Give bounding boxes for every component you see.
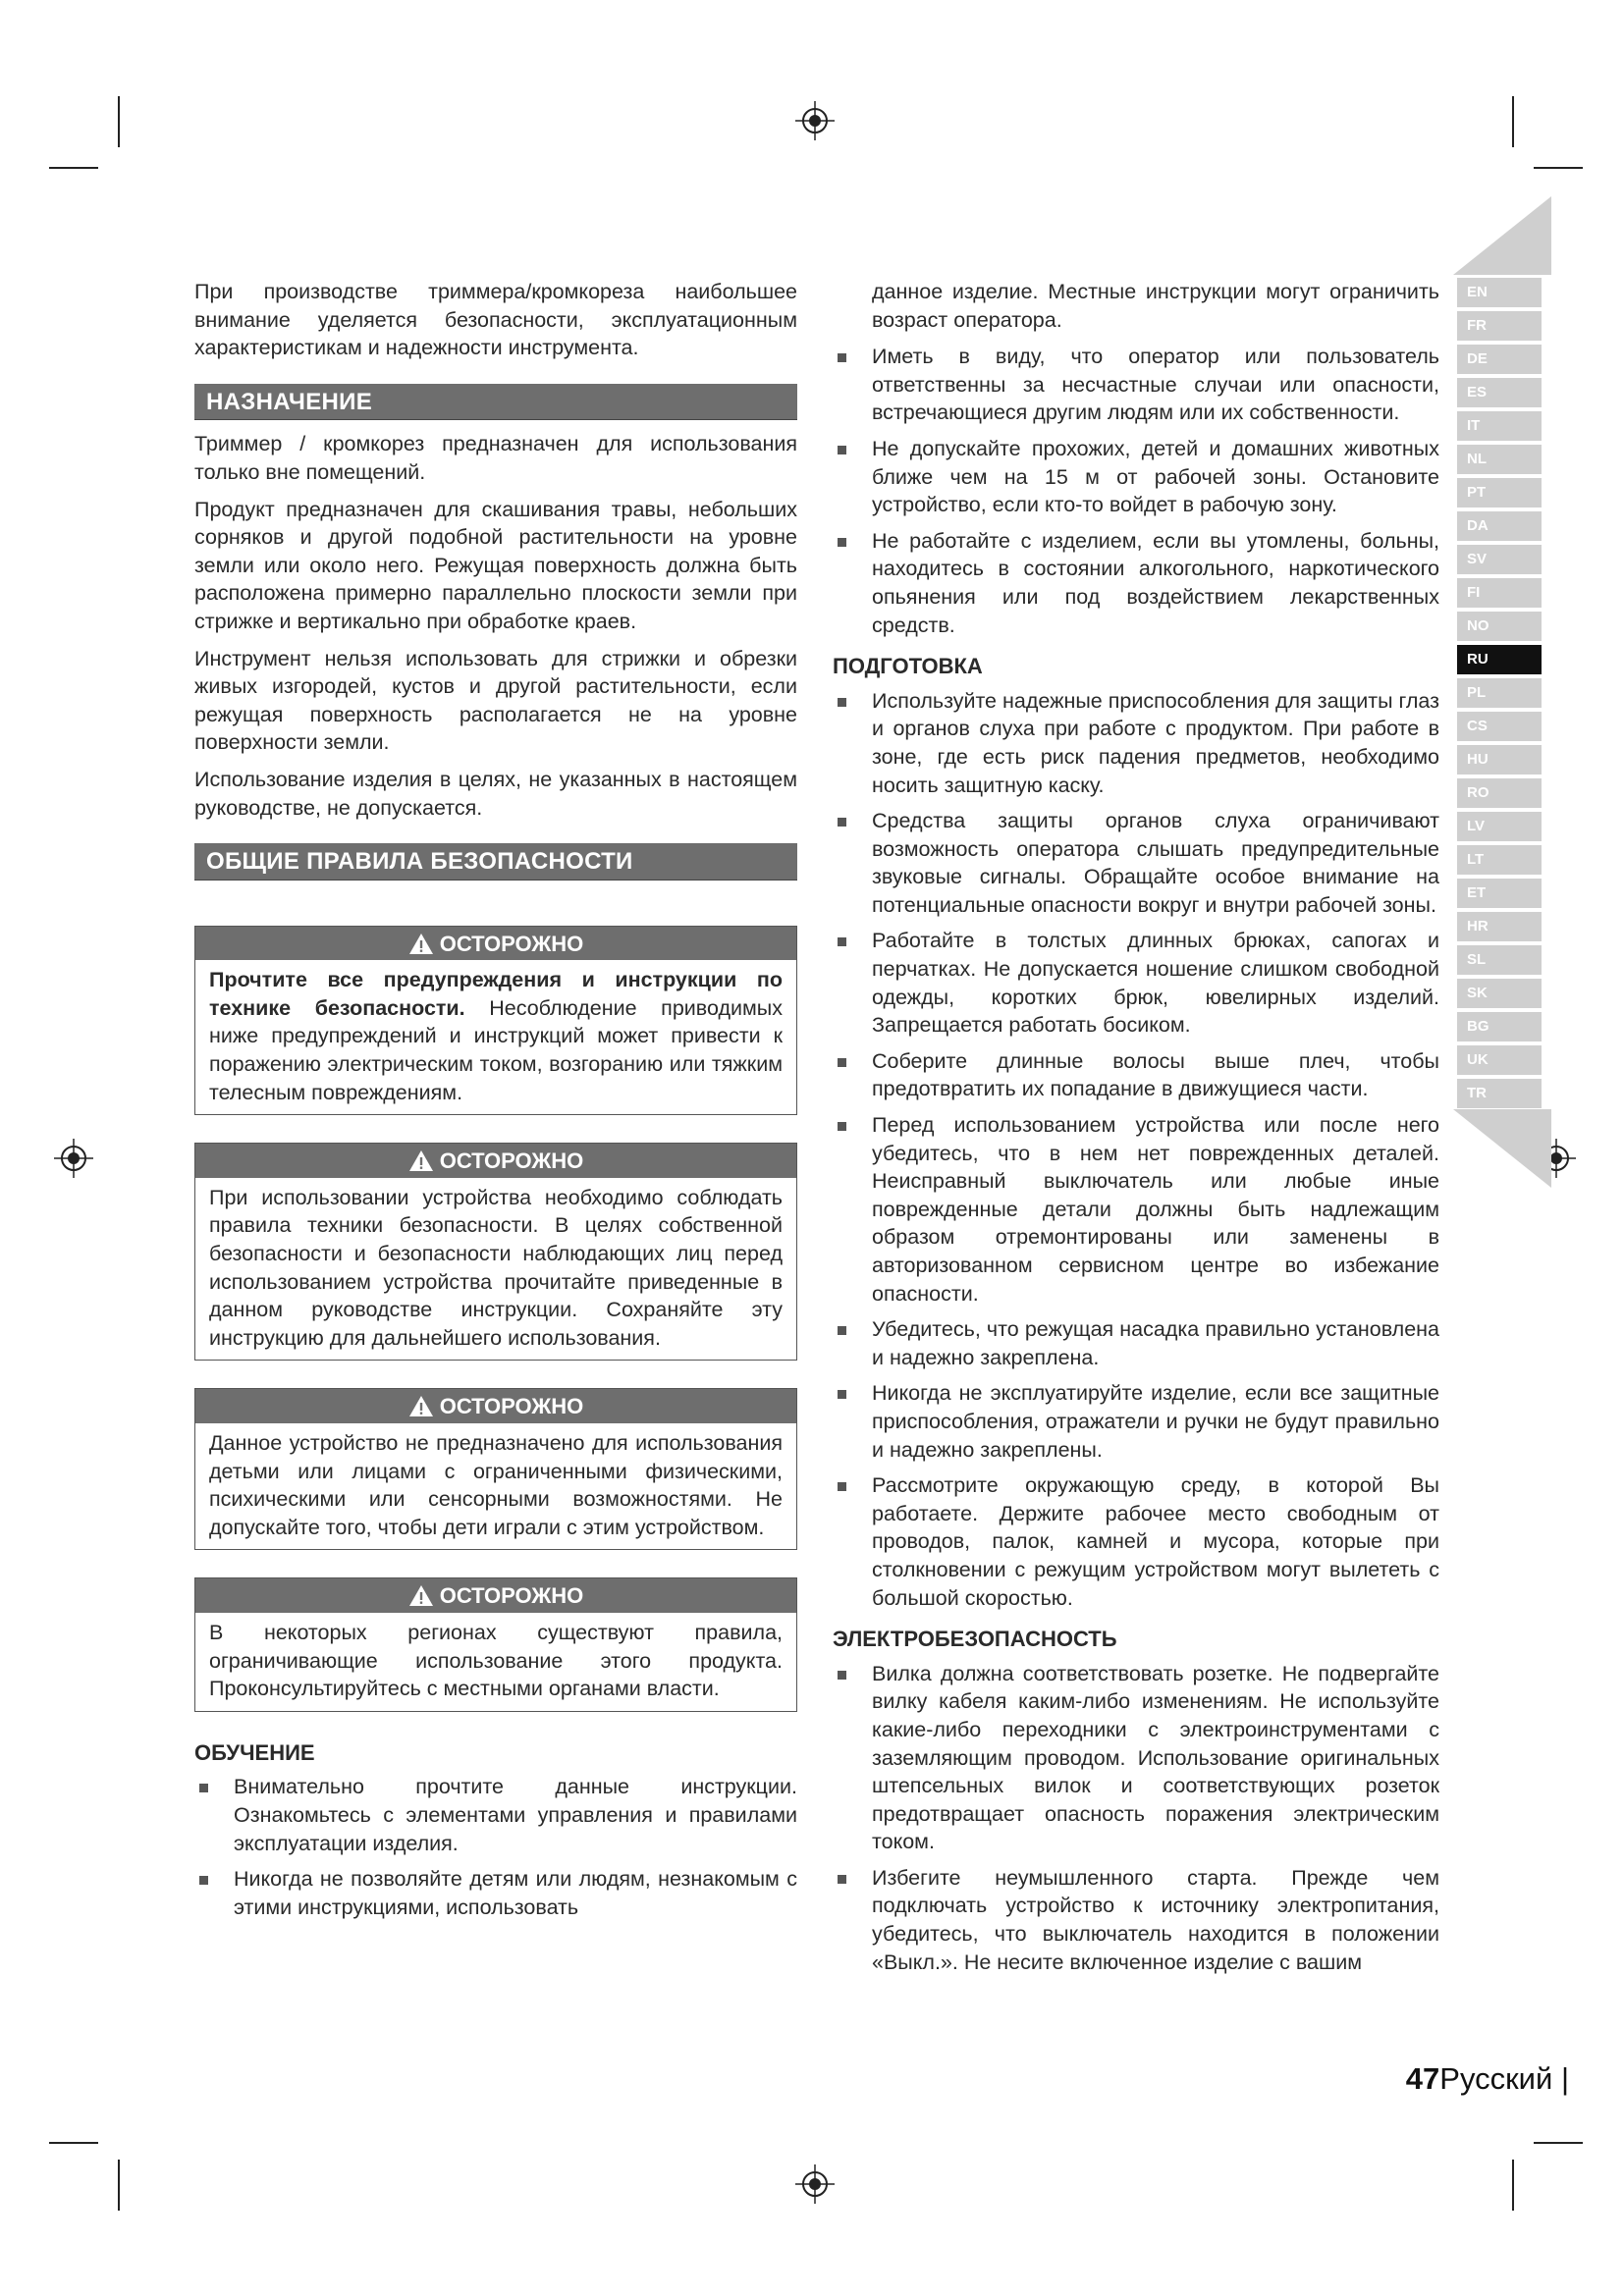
intro-paragraph: При производстве триммера/кромкореза наибольшее внимание уделяется безопасности, эксплуатационным характеристикам и надежности инструмента. <box>194 280 797 360</box>
lang-tab-lt[interactable]: LT <box>1457 845 1542 875</box>
training-list <box>194 1773 797 1921</box>
lang-tab-it[interactable]: IT <box>1457 411 1542 441</box>
lang-tab-sl[interactable]: SL <box>1457 945 1542 975</box>
lang-tab-sv[interactable]: SV <box>1457 545 1542 574</box>
list-item: Средства защиты органов слуха ограничивают возможность оператора слышать предупредительные звуковые сигналы. Обращайте особое внимание на потенциальные опасности вокруг и внутри рабочей зоны. <box>833 807 1439 919</box>
subheading-preparation: ПОДГОТОВКА <box>833 654 983 679</box>
crop-mark <box>49 2142 98 2144</box>
crop-mark <box>118 2160 120 2211</box>
lang-tab-et[interactable]: ET <box>1457 879 1542 908</box>
warning-label: ОСТОРОЖНО <box>439 1394 584 1419</box>
crop-mark <box>1534 167 1583 169</box>
lang-tab-uk[interactable]: UK <box>1457 1045 1542 1075</box>
warning-header <box>195 1578 796 1613</box>
list-item: Вилка должна соответствовать розетке. Не подвергайте вилку кабеля каким-либо изменениям. Не используйте какие-либо переходники с электроинструментами с заземляющим проводом. Использование оригинальных штепсельных вилок и соответствующих розеток предотвращает опасность поражения электрическим током. <box>833 1660 1439 1856</box>
corner-triangle-decoration <box>1453 196 1551 275</box>
subheading-electrical-safety: ЭЛЕКТРОБЕЗОПАСНОСТЬ <box>833 1627 1117 1652</box>
list-item: Иметь в виду, что оператор или пользователь ответственны за несчастные случаи или опасности, встречающиеся другим людям или их собственности. <box>833 343 1439 427</box>
list-item: Работайте в толстых длинных брюках, сапогах и перчатках. Не допускается ношение слишком свободной одежды, коротких брюк, ювелирных изделий. Запрещается работать босиком. <box>833 927 1439 1039</box>
warning-header <box>195 1389 796 1423</box>
purpose-paragraph: Триммер / кромкорез предназначен для использования только вне помещений. <box>194 432 797 484</box>
right-column <box>833 278 1439 1984</box>
list-item: Соберите длинные волосы выше плеч, чтобы предотвратить их попадание в движущиеся части. <box>833 1047 1439 1103</box>
left-column <box>194 278 797 1929</box>
warning-box <box>194 1143 797 1361</box>
page-number: 47 <box>1405 2061 1440 2096</box>
lang-tab-fi[interactable]: FI <box>1457 578 1542 608</box>
warning-triangle-icon <box>408 1149 434 1172</box>
registration-mark-icon <box>54 1139 93 1178</box>
warning-box <box>194 926 797 1116</box>
crop-mark <box>1512 96 1514 147</box>
footer-separator: | <box>1560 2061 1569 2096</box>
warning-box <box>194 1577 797 1711</box>
lang-tab-hr[interactable]: HR <box>1457 912 1542 941</box>
purpose-paragraph: Использование изделия в целях, не указанных в настоящем руководстве, не допускается. <box>194 767 797 820</box>
lang-tab-pt[interactable]: PT <box>1457 478 1542 507</box>
crop-mark <box>1534 2142 1583 2144</box>
list-item: Используйте надежные приспособления для защиты глаз и органов слуха при работе с продуктом. При работе в зоне, где есть риск падения предметов, необходимо носить защитную каску. <box>833 687 1439 799</box>
warning-text: Несоблюдение приводимых ниже предупреждений и инструкций может привести к поражению электрическим током, возгоранию или тяжким телесным повреждениям. <box>209 995 783 1104</box>
list-item: Не допускайте прохожих, детей и домашних животных ближе чем на 15 м от рабочей зоны. Остановите устройство, если кто-то войдет в рабочую зону. <box>833 435 1439 519</box>
list-item: Убедитесь, что режущая насадка правильно установлена и надежно закреплена. <box>833 1315 1439 1371</box>
warning-body: Данное устройство не предназначено для использования детьми или лицами с ограниченными физическими, психическими или сенсорными возможностями. Не допускайте того, чтобы дети играли с этим устройством. <box>209 1431 783 1539</box>
purpose-paragraph: Продукт предназначен для скашивания травы, небольших сорняков и другой подобной растительности на уровне земли или около него. Режущая поверхность должна быть расположена примерно параллельно плоскости земли при стрижке и вертикально при обработке краев. <box>194 497 797 633</box>
warning-box <box>194 1388 797 1550</box>
warning-triangle-icon <box>408 1395 434 1417</box>
warning-header <box>195 927 796 961</box>
section-heading-safety: ОБЩИЕ ПРАВИЛА БЕЗОПАСНОСТИ <box>194 843 797 881</box>
crop-mark <box>1512 2160 1514 2211</box>
warning-triangle-icon <box>408 933 434 955</box>
lang-tab-no[interactable]: NO <box>1457 612 1542 641</box>
registration-mark-icon <box>795 101 835 140</box>
lang-tab-pl[interactable]: PL <box>1457 678 1542 708</box>
warning-body: В некоторых регионах существуют правила, ограничивающие использование этого продукта. Проконсультируйтесь с местными органами власти. <box>209 1620 783 1701</box>
lang-tab-sk[interactable]: SK <box>1457 979 1542 1008</box>
warning-bold-text: Прочтите все предупреждения и инструкции по технике безопасности. <box>209 968 783 1020</box>
purpose-paragraph: Инструмент нельзя использовать для стрижки и обрезки живых изгородей, кустов и другой растительности, если режущая поверхность располагается не на уровне поверхности земли. <box>194 646 797 755</box>
lang-tab-cs[interactable]: CS <box>1457 712 1542 741</box>
warning-header <box>195 1144 796 1178</box>
electrical-safety-list <box>833 1660 1439 1977</box>
lang-tab-da[interactable]: DA <box>1457 511 1542 541</box>
list-item: Внимательно прочтите данные инструкции. Ознакомьтесь с элементами управления и правилами эксплуатации изделия. <box>194 1773 797 1857</box>
lang-tab-es[interactable]: ES <box>1457 378 1542 407</box>
list-item: Перед использованием устройства или после него убедитесь, что в нем нет поврежденных деталей. Неисправный выключатель или любые иные поврежденные детали должны быть надлежащим образом отремонтированы или заменены в авторизованном сервисном центре во избежание опасности. <box>833 1111 1439 1308</box>
warning-body <box>195 960 796 1114</box>
list-item: Рассмотрите окружающую среду, в которой Вы работаете. Держите рабочее место свободным от проводов, палок, камней и мусора, которые при столкновении с режущим устройством могут вылететь с большой скоростью. <box>833 1471 1439 1612</box>
warning-label: ОСТОРОЖНО <box>439 1583 584 1609</box>
warning-label: ОСТОРОЖНО <box>439 931 584 956</box>
list-item: Никогда не эксплуатируйте изделие, если все защитные приспособления, отражатели и ручки не будут правильно и надежно закреплены. <box>833 1379 1439 1464</box>
lang-tab-tr[interactable]: TR <box>1457 1079 1542 1108</box>
preparation-list <box>833 687 1439 1612</box>
warning-triangle-icon <box>408 1584 434 1607</box>
list-item: Никогда не позволяйте детям или людям, незнакомым с этими инструкциями, использовать <box>194 1865 797 1921</box>
language-tabs <box>1457 278 1542 1112</box>
footer-language: Русский <box>1439 2061 1553 2096</box>
continued-paragraph: данное изделие. Местные инструкции могут ограничить возраст оператора. <box>872 280 1439 332</box>
corner-triangle-decoration <box>1453 1109 1551 1188</box>
lang-tab-bg[interactable]: BG <box>1457 1012 1542 1041</box>
lang-tab-hu[interactable]: HU <box>1457 745 1542 774</box>
crop-mark <box>118 96 120 147</box>
lang-tab-de[interactable]: DE <box>1457 345 1542 374</box>
warning-label: ОСТОРОЖНО <box>439 1148 584 1174</box>
lang-tab-lv[interactable]: LV <box>1457 812 1542 841</box>
page-footer <box>1406 2061 1569 2097</box>
lang-tab-en[interactable]: EN <box>1457 278 1542 307</box>
lang-tab-ro[interactable]: RO <box>1457 778 1542 808</box>
list-item: Избегите неумышленного старта. Прежде чем подключать устройство к источнику электропитания, убедитесь, что выключатель находится в положении «Выкл.». Не несите включенное изделие с вашим <box>833 1864 1439 1976</box>
warning-body: При использовании устройства необходимо соблюдать правила техники безопасности. В целях собственной безопасности и безопасности наблюдающих лиц перед использованием устройства прочитайте приведенные в данном руководстве инструкции. Сохраняйте эту инструкцию для дальнейшего использования. <box>209 1185 783 1350</box>
lang-tab-ru[interactable]: RU <box>1457 645 1542 674</box>
safety-list <box>833 343 1439 639</box>
list-item: Не работайте с изделием, если вы утомлены, больны, находитесь в состоянии алкогольного, наркотического опьянения или под воздействием лекарственных средств. <box>833 527 1439 639</box>
lang-tab-nl[interactable]: NL <box>1457 445 1542 474</box>
subheading-training: ОБУЧЕНИЕ <box>194 1739 315 1765</box>
section-heading-purpose: НАЗНАЧЕНИЕ <box>194 384 797 421</box>
lang-tab-fr[interactable]: FR <box>1457 311 1542 341</box>
registration-mark-icon <box>795 2164 835 2204</box>
crop-mark <box>49 167 98 169</box>
